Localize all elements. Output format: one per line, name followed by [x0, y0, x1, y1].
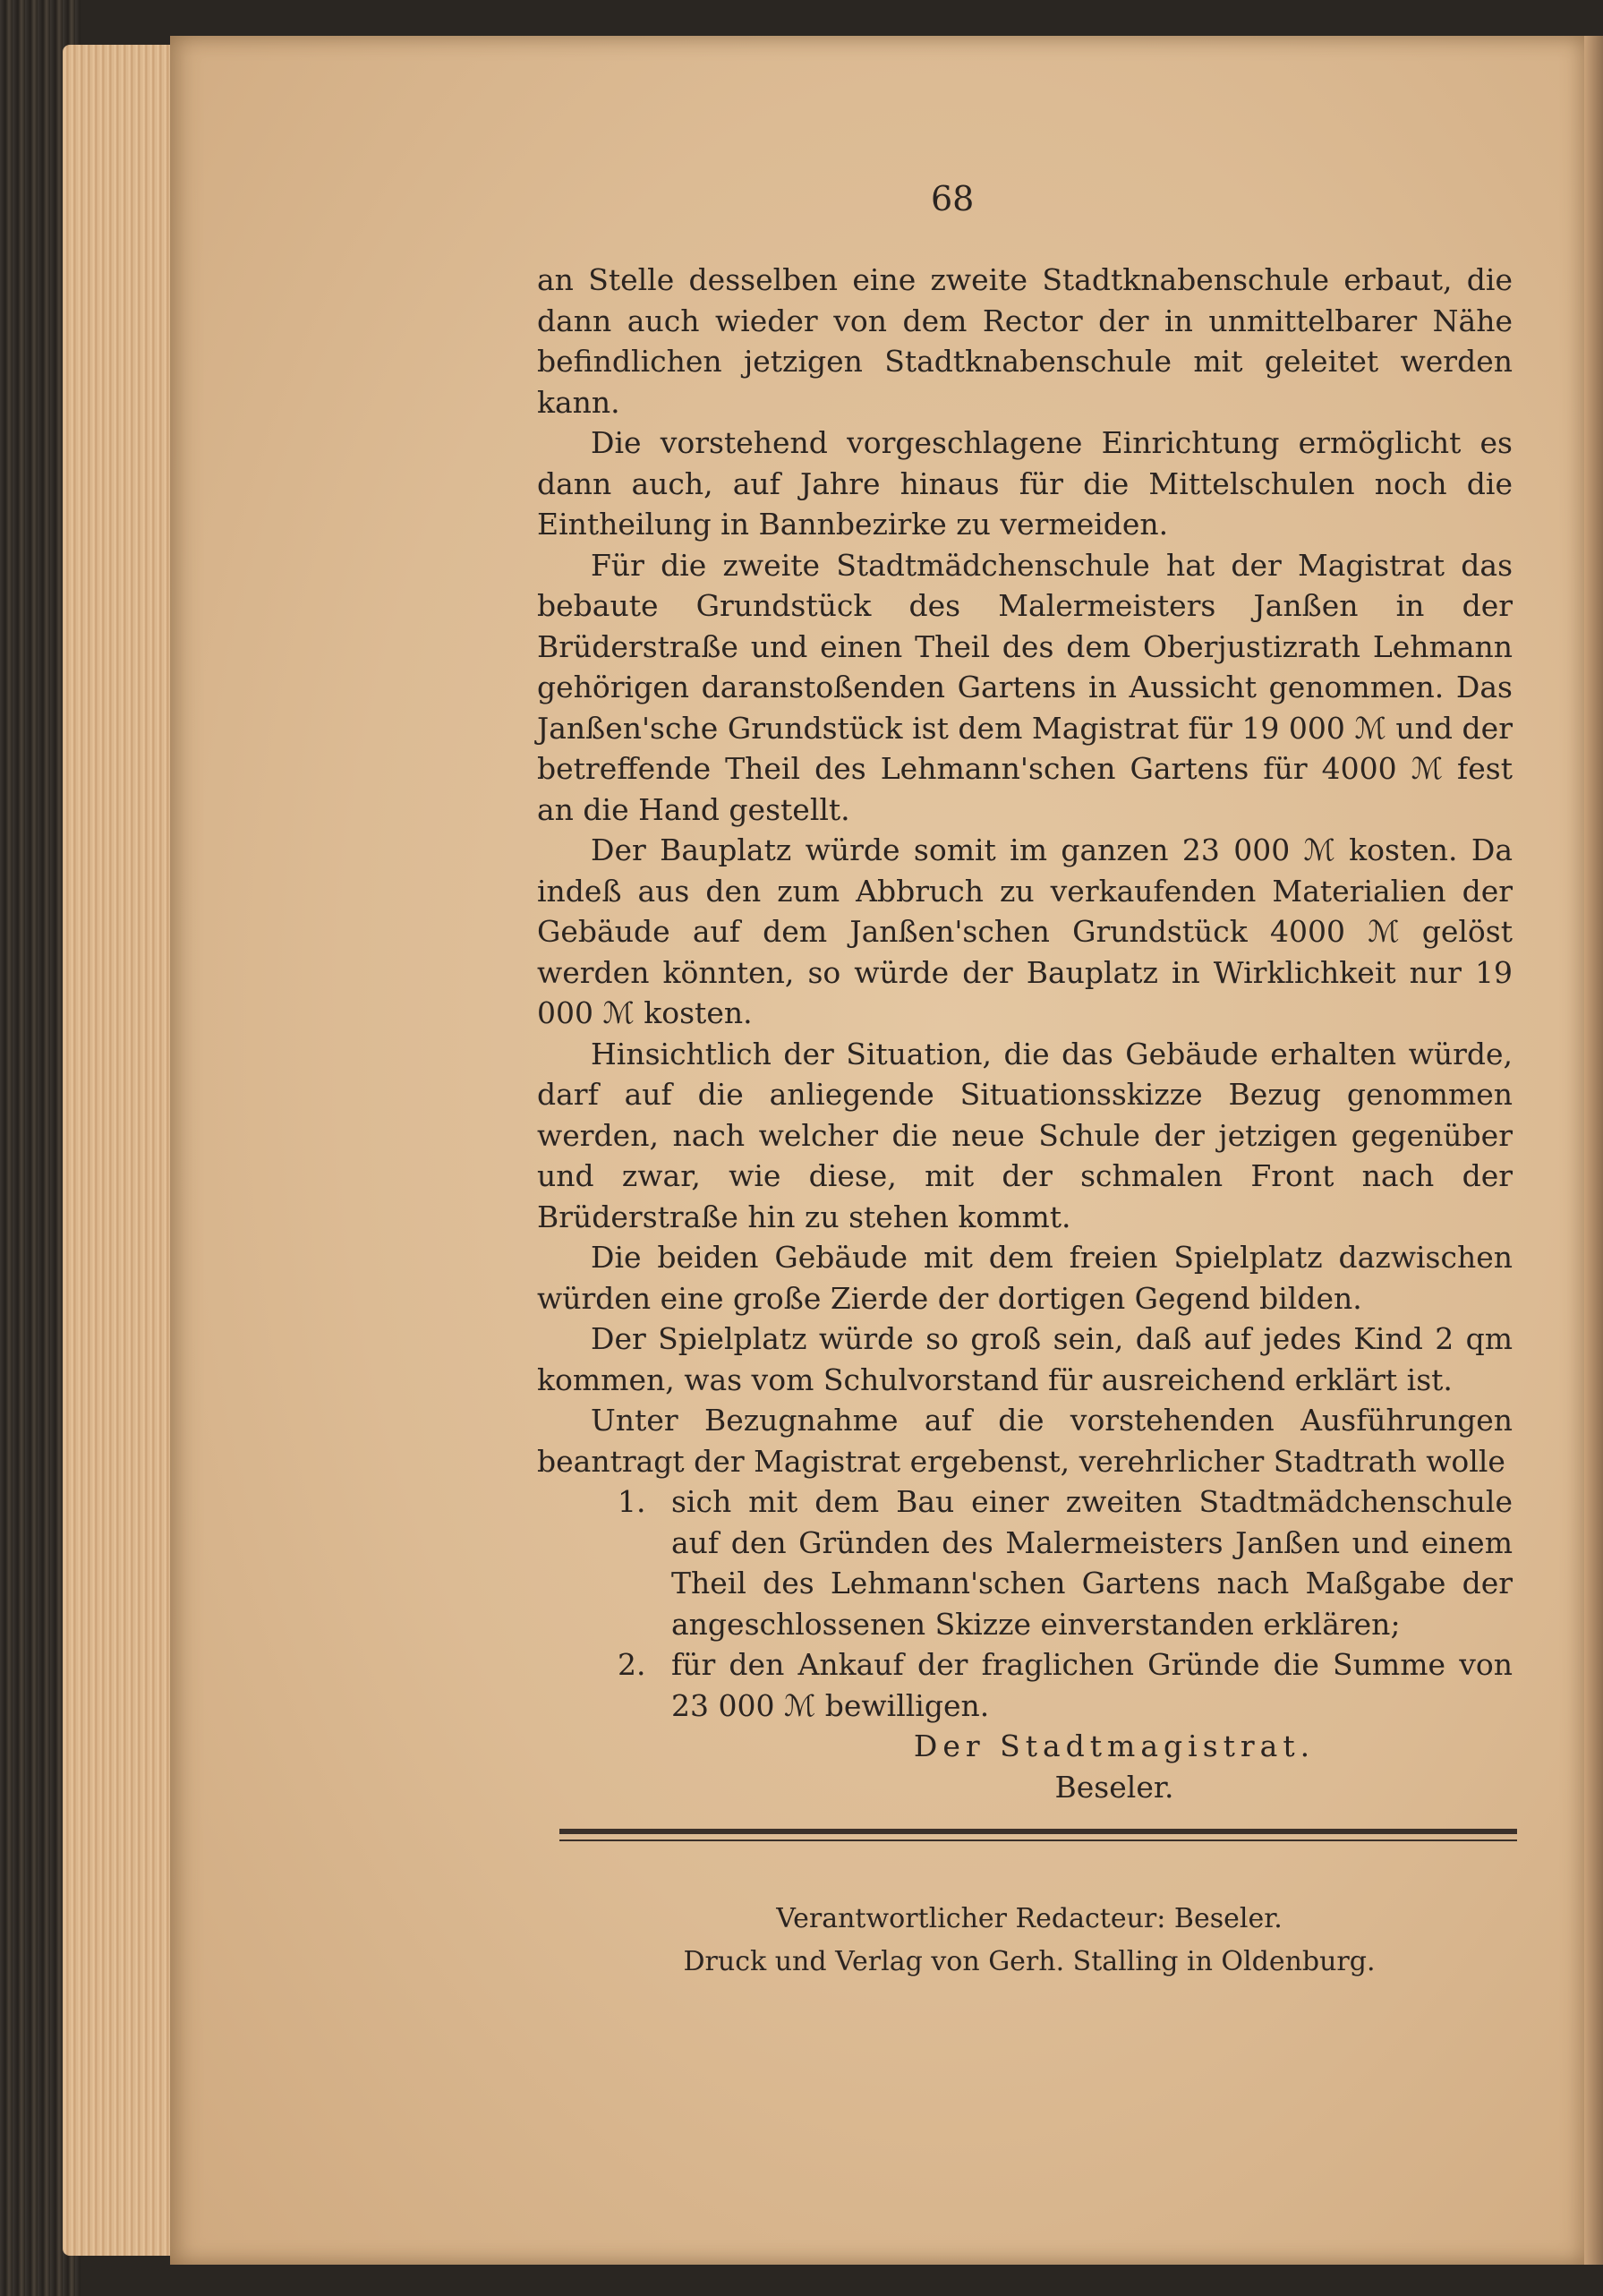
- divider-rule-thin: [559, 1839, 1517, 1841]
- list-item: [618, 1644, 1513, 1726]
- paragraph: Der Spielplatz würde so groß sein, daß auf jedes Kind 2 qm kommen, was vom Schulvorstand für ausreichend erklärt ist.: [537, 1321, 1513, 1397]
- paragraph: Die vorstehend vorgeschlagene Einrichtung ermöglicht es dann auch, auf Jahre hinaus für die Mittelschulen noch die Eintheilung in Bannbezirke zu vermeiden.: [537, 425, 1513, 542]
- list-number: 2.: [618, 1647, 646, 1682]
- list-text: für den Ankauf der fraglichen Gründe die Summe von 23 000 ℳ bewilligen.: [671, 1647, 1513, 1723]
- paragraph: Hinsichtlich der Situation, die das Gebäude erhalten würde, darf auf die anliegende Situationsskizze Bezug genommen werden, nach welcher die neue Schule der jetzigen gegenüber und zwar, wie diese, mit der schmalen Front nach der Brüderstraße hin zu stehen kommt.: [537, 1036, 1513, 1234]
- list-number: 1.: [618, 1484, 646, 1519]
- paragraph: Der Bauplatz würde somit im ganzen 23 000 ℳ kosten. Da indeß aus den zum Abbruch zu verkaufenden Materialien der Gebäude auf dem Janßen'schen Grundstück 4000 ℳ gelöst werden könnten, so würde der Bauplatz in Wirklichkeit nur 19 000 ℳ kosten.: [537, 832, 1513, 1030]
- paragraph: Für die zweite Stadtmädchenschule hat der Magistrat das bebaute Grundstück des Malermeisters Janßen in der Brüderstraße und einen Theil des dem Oberjustizrath Lehmann gehörigen daranstoßenden Gartens in Aussicht genommen. Das Janßen'sche Grundstück ist dem Magistrat für 19 000 ℳ und der betreffende Theil des Lehmann'schen Gartens für 4000 ℳ fest an die Hand gestellt.: [537, 547, 1513, 827]
- page-number: 68: [931, 179, 975, 218]
- paragraph: an Stelle desselben eine zweite Stadtknabenschule erbaut, die dann auch wieder von dem Rector der in unmittelbarer Nähe befindlichen jetzigen Stadtknabenschule mit geleitet werden kann.: [537, 262, 1513, 420]
- signature-title: Der Stadtmagistrat.: [913, 1728, 1316, 1763]
- signature-name: Beseler.: [1054, 1769, 1174, 1805]
- list-item: [618, 1481, 1513, 1644]
- publisher-line: Druck und Verlag von Gerh. Stalling in Oldenburg.: [683, 1946, 1376, 1977]
- page-right-edge: [1584, 36, 1603, 2265]
- imprint: [537, 1898, 1522, 1984]
- list-text: sich mit dem Bau einer zweiten Stadtmädchenschule auf den Gründen des Malermeisters Janßen und einem Theil des Lehmann'schen Gartens nach Maßgabe der angeschlossenen Skizze einverstanden erklären;: [671, 1484, 1513, 1642]
- editor-line: Verantwortlicher Redacteur: Beseler.: [776, 1903, 1283, 1934]
- body-text: [537, 260, 1513, 1807]
- divider-rule: [559, 1829, 1517, 1834]
- motion-list: [537, 1481, 1513, 1726]
- paragraph: Unter Bezugnahme auf die vorstehenden Ausführungen beantragt der Magistrat ergebenst, verehrlicher Stadtrath wolle: [537, 1403, 1513, 1479]
- paragraph: Die beiden Gebäude mit dem freien Spielplatz dazwischen würden eine große Zierde der dortigen Gegend bilden.: [537, 1240, 1513, 1316]
